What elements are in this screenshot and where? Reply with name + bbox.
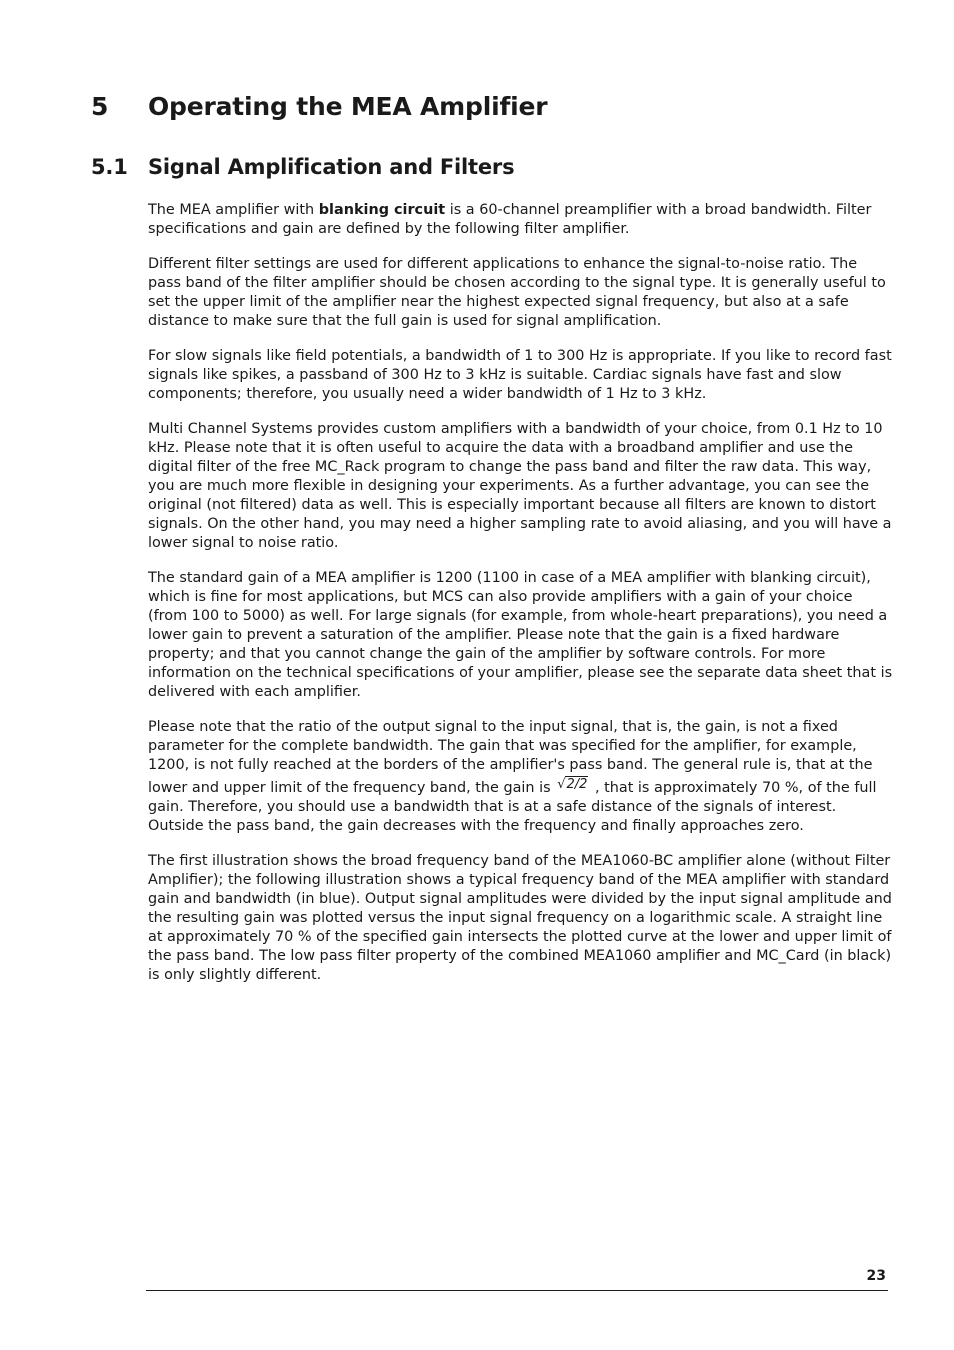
paragraph-4: Multi Channel Systems provides custom amplifiers with a bandwidth of your choice, from 0.1 Hz to 10 kHz. Please note that it is often useful to acquire the data with a broadband amplifier and use the digital filter of the free MC_Rack program to change the pass band and filter the raw data. This way, you are much more flexible in designing your experiments. As a further advantage, you can see the original (not filtered) data as well. This is especially important because all filters are known to distort signals. On the other hand, you may need a higher sampling rate to avoid aliasing, and you will have a lower signal to noise ratio. — [148, 421, 892, 551]
section-title: Signal Amplification and Filters — [148, 155, 515, 179]
footer-rule — [146, 1290, 888, 1291]
paragraph-1 — [148, 201, 893, 239]
section-number: 5.1 — [91, 155, 128, 179]
sqrt-radicand: 2/2 — [566, 777, 588, 792]
sqrt-formula — [555, 775, 590, 794]
paragraph-6 — [148, 718, 893, 836]
paragraph-1-end: is a 60-channel preamplifier with a broad bandwidth. Filter specifications and gain are defined by the following filter amplifier. — [148, 202, 872, 237]
paragraph-6-start: Please note that the ratio of the output signal to the input signal, that is, the gain, is not a fixed parameter for the complete bandwidth. The gain that was specified for the amplifier, for example, 1200, is not fully reached at the borders of the amplifier's pass band. The general rule is, that at the lower and upper limit of the frequency band, the gain is — [148, 719, 873, 796]
paragraph-7: The first illustration shows the broad frequency band of the MEA1060-BC amplifier alone (without Filter Amplifier); the following illustration shows a typical frequency band of the MEA amplifier with standard gain and bandwidth (in blue). Output signal amplitudes were divided by the input signal amplitude and the resulting gain was plotted versus the input signal frequency on a logarithmic scale. A straight line at approximately 70 % of the specified gain intersects the plotted curve at the lower and upper limit of the pass band. The low pass filter property of the combined MEA1060 amplifier and MC_Card (in black) is only slightly different. — [148, 853, 892, 983]
chapter-heading — [91, 92, 547, 121]
chapter-number: 5 — [91, 92, 109, 121]
body-text — [148, 201, 893, 1001]
blanking-circuit-term: blanking circuit — [318, 202, 446, 218]
paragraph-5: The standard gain of a MEA amplifier is 1200 (1100 in case of a MEA amplifier with blanking circuit), which is fine for most applications, but MCS can also provide amplifiers with a gain of your choice (from 100 to 5000) as well. For large signals (for example, from whole-heart preparations), you need a lower gain to prevent a saturation of the amplifier. Please note that the gain is a fixed hardware property; and that you cannot change the gain of the amplifier by software controls. For more information on the technical specifications of your amplifier, please see the separate data sheet that is delivered with each amplifier. — [148, 570, 893, 700]
paragraph-3: For slow signals like field potentials, a bandwidth of 1 to 300 Hz is appropriate. If you like to record fast signals like spikes, a passband of 300 Hz to 3 kHz is suitable. Cardiac signals have fast and slow components; therefore, you usually need a wider bandwidth of 1 Hz to 3 kHz. — [148, 348, 892, 402]
section-heading — [91, 155, 514, 179]
sqrt-symbol: √ — [557, 777, 566, 792]
paragraph-1-start: The MEA amplifier with — [148, 202, 319, 218]
paragraph-6-end: , that is approximately 70 %, of the full gain. Therefore, you should use a bandwidth that is at a safe distance of the signals of interest. Outside the pass band, the gain decreases with the frequency and finally approaches zero. — [148, 780, 877, 834]
paragraph-2: Different filter settings are used for different applications to enhance the signal-to-noise ratio. The pass band of the filter amplifier should be chosen according to the signal type. It is generally useful to set the upper limit of the amplifier near the highest expected signal frequency, but also at a safe distance to make sure that the full gain is used for signal amplification. — [148, 256, 886, 329]
chapter-title: Operating the MEA Amplifier — [148, 92, 548, 121]
page-number: 23 — [866, 1268, 886, 1284]
